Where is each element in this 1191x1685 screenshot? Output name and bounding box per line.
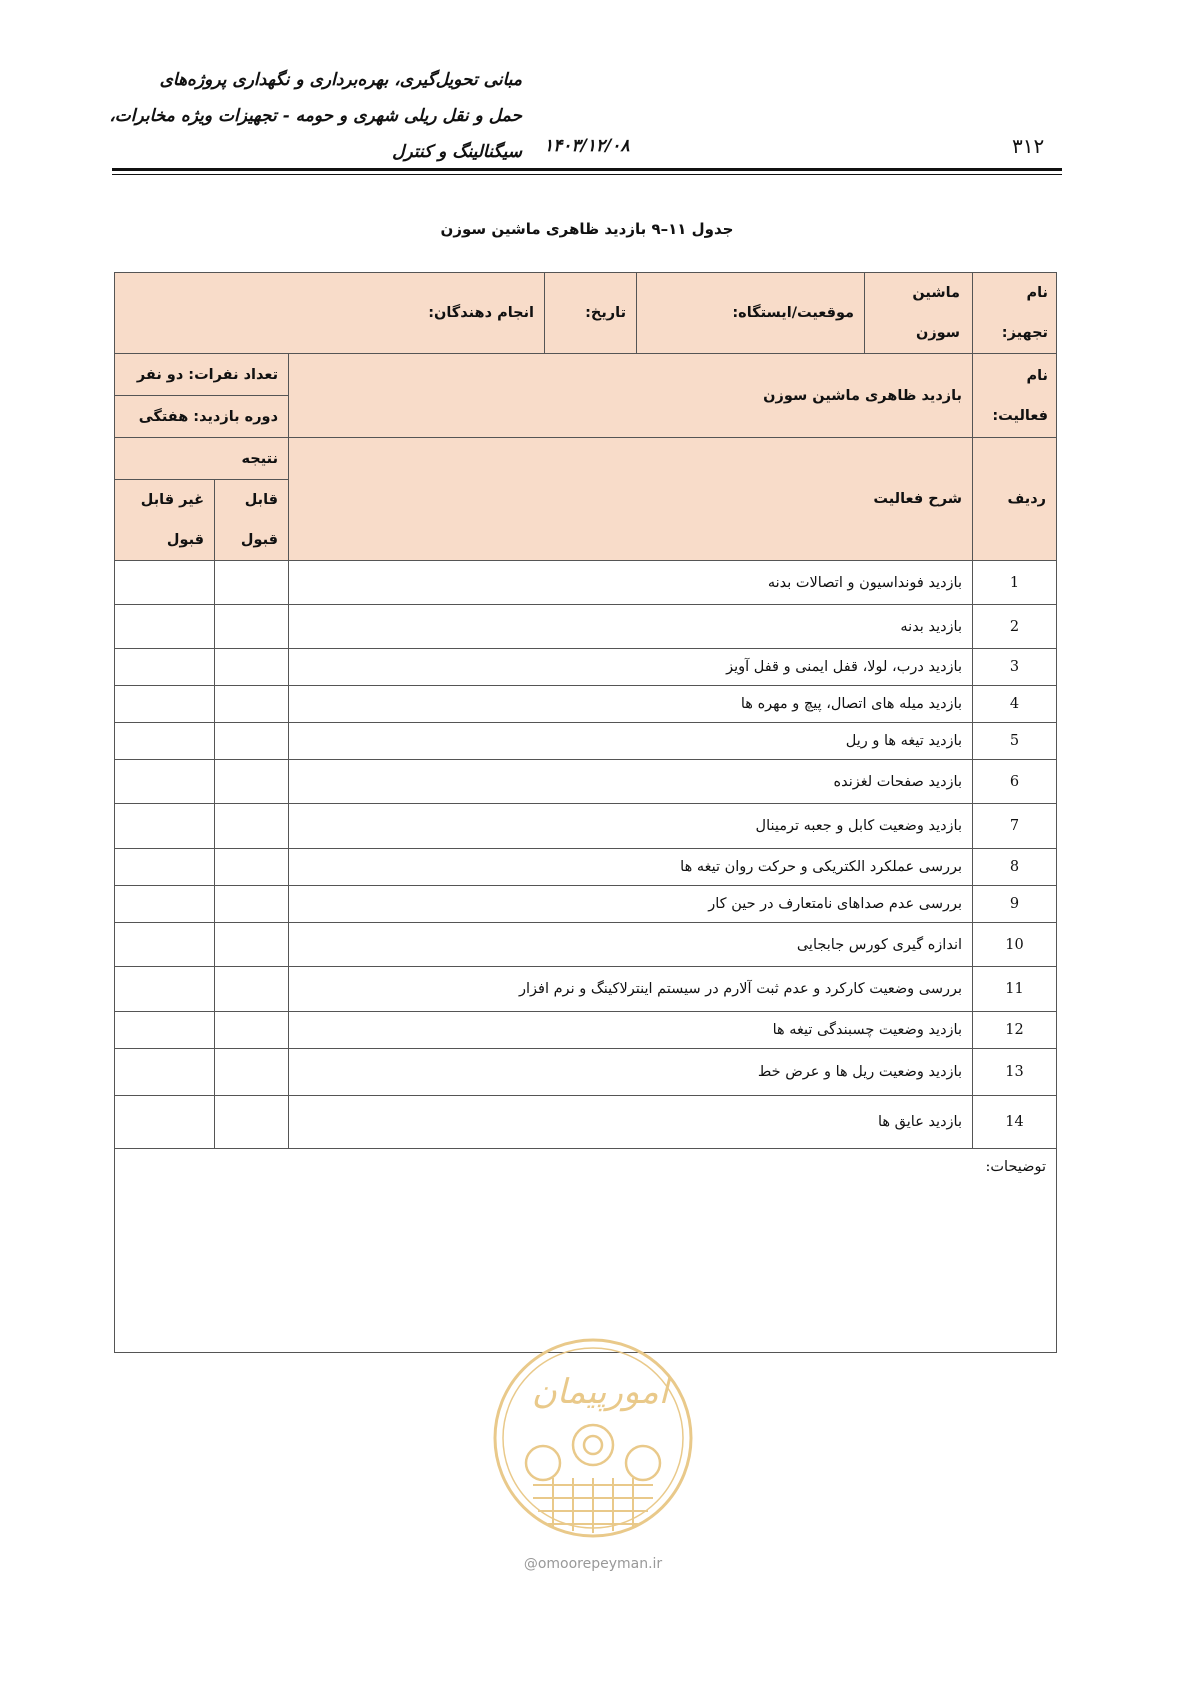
table-row: [115, 967, 1057, 1012]
accept-cell[interactable]: [215, 886, 289, 923]
accept-cell[interactable]: [215, 605, 289, 649]
page-number: ۳۱۲: [1012, 134, 1045, 158]
header-title-line2: حمل و نقل ریلی شهری و حومه - تجهیزات ویژه مخابرات،: [109, 106, 522, 126]
gears-icon: [526, 1425, 660, 1480]
reject-cell[interactable]: [115, 923, 215, 967]
accept-cell[interactable]: [215, 561, 289, 605]
row-number: 5: [973, 723, 1057, 760]
row-number: 4: [973, 686, 1057, 723]
page-header: [109, 60, 1062, 180]
watermark-logo: [488, 1333, 698, 1583]
reject-cell[interactable]: [115, 886, 215, 923]
staff-count: تعداد نفرات: دو نفر: [115, 354, 289, 396]
row-description: بازدید بدنه: [289, 605, 973, 649]
table-row: [115, 849, 1057, 886]
table-row: [115, 723, 1057, 760]
row-description: بازدید صفحات لغزنده: [289, 760, 973, 804]
reject-cell[interactable]: [115, 1096, 215, 1149]
row-description: بازدید وضعیت کابل و جعبه ترمینال: [289, 804, 973, 849]
reject-cell[interactable]: [115, 760, 215, 804]
accept-cell[interactable]: [215, 760, 289, 804]
grid-icon: [533, 1478, 653, 1533]
table-row: [115, 686, 1057, 723]
accept-cell[interactable]: [215, 649, 289, 686]
row-number: 2: [973, 605, 1057, 649]
logo-text: امورپیمان: [531, 1372, 669, 1412]
reject-cell[interactable]: [115, 967, 215, 1012]
inspection-form-table: [114, 272, 1057, 1353]
table-row: [115, 561, 1057, 605]
reject-cell[interactable]: [115, 849, 215, 886]
row-number: 3: [973, 649, 1057, 686]
activity-label: نام فعالیت:: [973, 354, 1057, 438]
row-description: اندازه گیری کورس جابجایی: [289, 923, 973, 967]
reject-cell[interactable]: [115, 649, 215, 686]
col-accept-header: قابل قبول: [215, 480, 289, 561]
row-description: بررسی وضعیت کارکرد و عدم ثبت آلارم در سیستم اینترلاکینگ و نرم افزار: [289, 967, 973, 1012]
reject-cell[interactable]: [115, 804, 215, 849]
table-row: [115, 605, 1057, 649]
accept-cell[interactable]: [215, 723, 289, 760]
equipment-row: [115, 273, 1057, 354]
table-row: [115, 649, 1057, 686]
table-row: [115, 1096, 1057, 1149]
notes-field[interactable]: [115, 1149, 1057, 1353]
activity-value: بازدید ظاهری ماشین سوزن: [289, 354, 973, 438]
row-description: بازدید فونداسیون و اتصالات بدنه: [289, 561, 973, 605]
col-reject-header: غیر قابل قبول: [115, 480, 215, 561]
performers-label: انجام دهندگان:: [115, 273, 545, 354]
reject-cell[interactable]: [115, 686, 215, 723]
table-row: [115, 804, 1057, 849]
accept-cell[interactable]: [215, 1049, 289, 1096]
reject-cell[interactable]: [115, 1012, 215, 1049]
row-number: 1: [973, 561, 1057, 605]
row-number: 13: [973, 1049, 1057, 1096]
row-description: بازدید وضعیت ریل ها و عرض خط: [289, 1049, 973, 1096]
table-row: [115, 760, 1057, 804]
header-rule-thin: [112, 174, 1062, 175]
col-row-header: ردیف: [973, 438, 1057, 561]
reject-cell[interactable]: [115, 605, 215, 649]
header-title-line1: مبانی تحویل‌گیری، بهره‌برداری و نگهداری پروژه‌های: [159, 70, 522, 90]
row-number: 10: [973, 923, 1057, 967]
location-label: موقعیت/ایستگاه:: [637, 273, 865, 354]
row-number: 11: [973, 967, 1057, 1012]
table-row: [115, 1012, 1057, 1049]
equipment-value: ماشین سوزن: [865, 273, 973, 354]
row-number: 14: [973, 1096, 1057, 1149]
accept-cell[interactable]: [215, 1096, 289, 1149]
accept-cell[interactable]: [215, 967, 289, 1012]
row-description: بازدید عایق ها: [289, 1096, 973, 1149]
reject-cell[interactable]: [115, 561, 215, 605]
header-date: ۱۴۰۳/۱۲/۰۸: [544, 136, 630, 156]
col-result-header: نتیجه: [115, 438, 289, 480]
equipment-label: نام تجهیز:: [973, 273, 1057, 354]
watermark-site: @omoorepeyman.ir: [523, 1556, 663, 1572]
row-description: بررسی عدم صداهای نامتعارف در حین کار: [289, 886, 973, 923]
inspection-period: دوره بازدید: هفتگی: [115, 396, 289, 438]
accept-cell[interactable]: [215, 686, 289, 723]
row-description: بازدید میله های اتصال، پیچ و مهره ها: [289, 686, 973, 723]
row-number: 12: [973, 1012, 1057, 1049]
notes-label: توضیحات:: [985, 1159, 1047, 1175]
row-description: بازدید تیغه ها و ریل: [289, 723, 973, 760]
accept-cell[interactable]: [215, 923, 289, 967]
table-row: [115, 1049, 1057, 1096]
row-description: بررسی عملکرد الکتریکی و حرکت روان تیغه ها: [289, 849, 973, 886]
date-label: تاریخ:: [545, 273, 637, 354]
accept-cell[interactable]: [215, 849, 289, 886]
header-rule-thick: [112, 168, 1062, 171]
col-desc-header: شرح فعالیت: [289, 438, 973, 561]
table-row: [115, 886, 1057, 923]
column-header-row: [115, 438, 1057, 480]
table-caption: جدول ۱۱–۹ بازدید ظاهری ماشین سوزن: [440, 220, 734, 238]
activity-row: [115, 354, 1057, 396]
row-description: بازدید وضعیت چسبندگی تیغه ها: [289, 1012, 973, 1049]
reject-cell[interactable]: [115, 1049, 215, 1096]
accept-cell[interactable]: [215, 804, 289, 849]
reject-cell[interactable]: [115, 723, 215, 760]
table-row: [115, 923, 1057, 967]
row-description: بازدید درب، لولا، قفل ایمنی و قفل آویز: [289, 649, 973, 686]
notes-row: [115, 1149, 1057, 1353]
row-number: 8: [973, 849, 1057, 886]
row-number: 6: [973, 760, 1057, 804]
row-number: 9: [973, 886, 1057, 923]
accept-cell[interactable]: [215, 1012, 289, 1049]
header-title-line3: سیگنالینگ و کنترل: [392, 142, 522, 162]
row-number: 7: [973, 804, 1057, 849]
